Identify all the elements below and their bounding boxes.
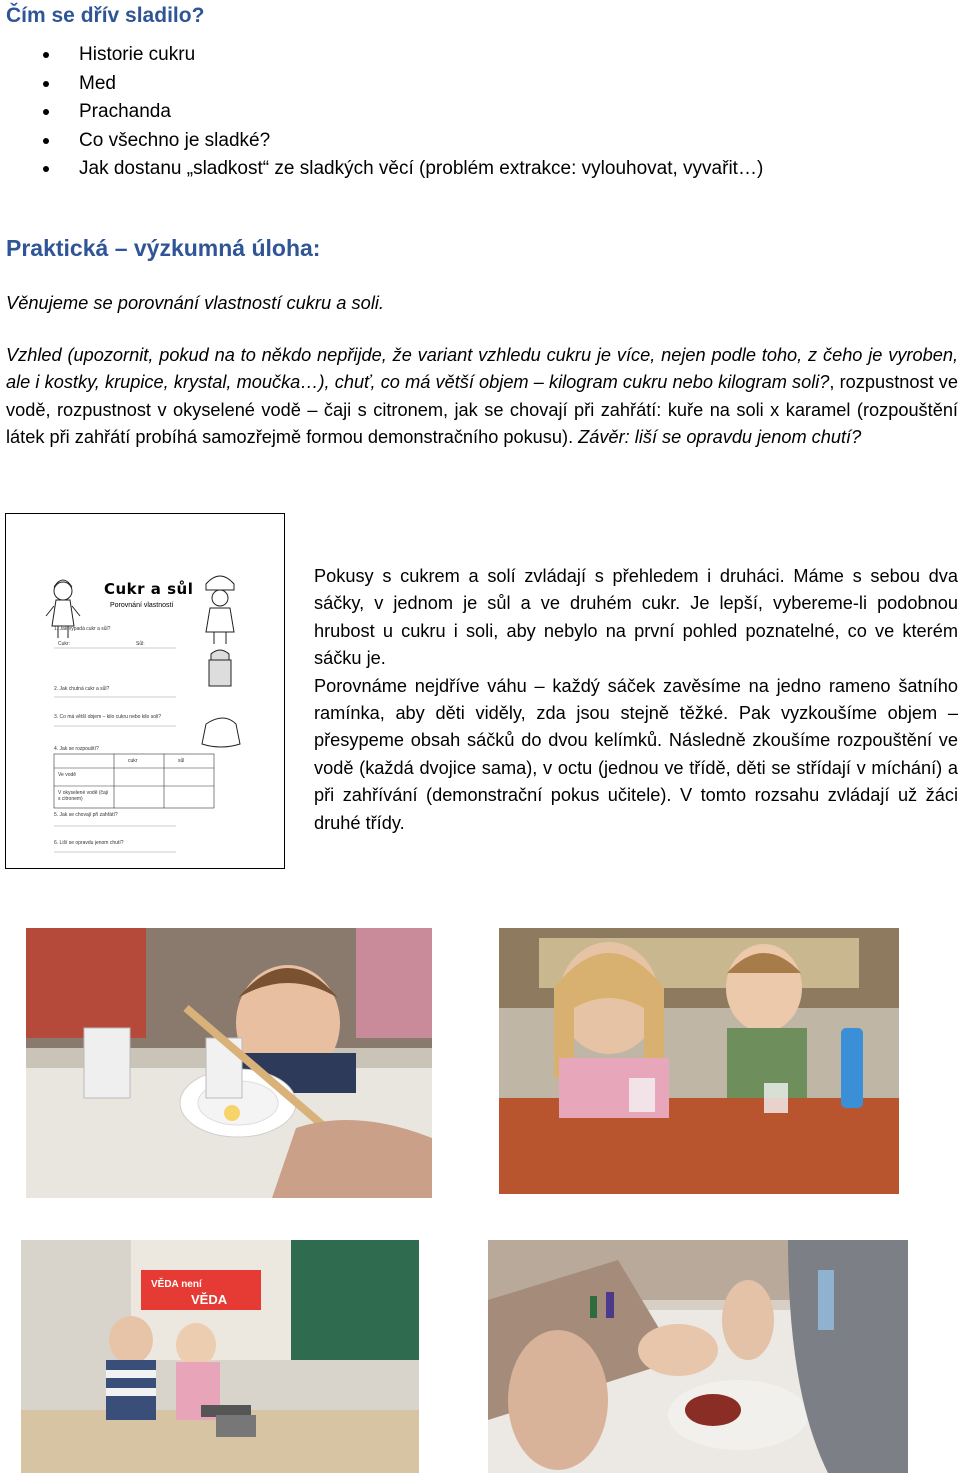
bullet-icon bbox=[43, 166, 49, 172]
side-description bbox=[314, 563, 958, 837]
banner-text-right: VĚDA bbox=[191, 1292, 228, 1307]
section-heading: Praktická – výzkumná úloha: bbox=[6, 235, 321, 261]
worksheet-subtitle: Porovnání vlastností bbox=[110, 602, 174, 609]
page-heading: Čím se dřív sladilo? bbox=[6, 4, 205, 27]
bullet-icon bbox=[43, 81, 49, 87]
worksheet-line: Cukr: bbox=[58, 641, 70, 647]
worksheet-line: 2. Jak chutná cukr a sůl? bbox=[54, 686, 110, 692]
worksheet-line: sůl bbox=[178, 758, 185, 764]
worksheet-drawings bbox=[6, 514, 285, 869]
worksheet-line: Ve vodě bbox=[58, 772, 77, 778]
list-item: Prachanda bbox=[0, 98, 763, 127]
side-paragraph-2: Porovnáme nejdříve váhu – každý sáček zavěsíme na jedno rameno šatního ramínka, aby děti viděly, zda jsou stejně těžké. Pak vyzkoušíme objem – přesypeme obsah sáčků do dvou kelímků. Následně zkoušíme rozpouštění ve vodě (každá dvojice sama), v octu (jednou ve třídě, děti se střídají v míchání) a při zahřívání (demonstrační pokus učitele). V tomto rozsahu zvládají už žáci druhé třídy. bbox=[314, 675, 958, 833]
bullet-icon bbox=[43, 52, 49, 58]
side-paragraph-1: Pokusy s cukrem a solí zvládají s přehledem i druháci. Máme s sebou dva sáčky, v jednom je sůl a ve druhém cukr. Je lepší, vybereme-li podobnou hrubost u cukru i soli, aby nebylo na první pohled poznatelné, co ve kterém sáčku je. bbox=[314, 566, 958, 669]
worksheet-line: 4. Jak se rozpouští? bbox=[54, 746, 99, 752]
worksheet-title: Cukr a sůl bbox=[104, 580, 194, 598]
photo-classroom-heating bbox=[21, 1240, 419, 1473]
worksheet-line: 6. Liší se opravdu jenom chutí? bbox=[54, 840, 124, 846]
topic-list bbox=[0, 41, 763, 184]
photo-caramel-hands bbox=[488, 1240, 908, 1473]
worksheet-image bbox=[5, 513, 285, 869]
worksheet-line: 5. Jak se chovají při zahřátí? bbox=[54, 812, 118, 818]
list-item: Jak dostanu „sladkost“ ze sladkých věcí (problém extrakce: vylouhovat, vyvařit…) bbox=[0, 155, 763, 184]
list-item: Med bbox=[0, 70, 763, 99]
bullet-icon bbox=[43, 138, 49, 144]
task-paragraph: Vzhled (upozornit, pokud na to někdo nepřijde, že variant vzhledu cukru je více, nejen podle toho, z čeho je vyroben, ale i kostky, krupice, krystal, moučka…), chuť, co má větší objem – kilogram cukru nebo kilogram soli?, rozpustnost ve vodě, rozpustnost v okyselené vodě – čaji s citronem, jak se chovají při zahřátí: kuře na soli x karamel (rozpouštění látek při zahřátí probíhá samozřejmě formou demonstračního pokusu). Závěr: liší se opravdu jenom chutí? bbox=[6, 344, 959, 447]
banner-text-left: VĚDA není bbox=[151, 1279, 202, 1290]
bullet-icon bbox=[43, 109, 49, 115]
worksheet-line: cukr bbox=[128, 758, 138, 764]
photo-kids-dissolving bbox=[499, 928, 899, 1194]
list-item: Historie cukru bbox=[0, 41, 763, 70]
photo-candle-experiment bbox=[26, 928, 432, 1198]
list-item: Co všechno je sladké? bbox=[0, 127, 763, 156]
worksheet-line: Sůl: bbox=[136, 641, 145, 647]
worksheet-line: V okyselené vodě (čaji s citronem) bbox=[58, 790, 109, 802]
worksheet-line: 3. Co má větší objem – kilo cukru nebo kilo soli? bbox=[54, 714, 161, 720]
worksheet-line: 1. Jak vypadá cukr a sůl? bbox=[54, 626, 111, 632]
intro-text: Věnujeme se porovnání vlastností cukru a soli. bbox=[6, 292, 385, 313]
